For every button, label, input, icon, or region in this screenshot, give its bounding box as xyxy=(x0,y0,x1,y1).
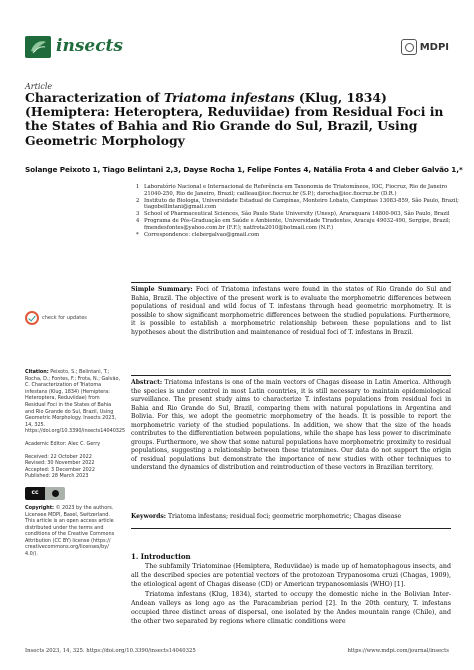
affiliation-item xyxy=(136,184,466,198)
by-attribution-icon xyxy=(45,487,65,500)
copyright-text: © 2023 by the authors. Licensee MDPI, Basel, Switzerland. This article is an open access article distributed under the terms and conditions of the Creative Commons Attribution (CC BY) license (https:// creativecommons.org/licenses/by/ 4.0/). xyxy=(25,504,115,558)
journal-name: insects xyxy=(56,36,123,56)
title-species: Triatoma infestans xyxy=(163,90,295,105)
academic-editor: Academic Editor: Alec C. Gerry xyxy=(25,440,101,447)
citation-text[interactable]: Peixoto, S.; Belintani, T.; Rocha, D.; Fontes, F.; Frota, N.; Galvão, C. Characterization of Triatoma infestans (Klug, 1834) (Hemiptera: Heteroptera, Reduviidae) from Residual Foci in the States of Bahia and Rio Grande do Sul, Brazil, Using Geometric Morphology. Insects 2023, 14, 325. https://doi.org/10.3390/insects14040325 xyxy=(25,369,126,435)
received-date: Received: 22 October 2022 xyxy=(25,453,92,460)
affiliation-item xyxy=(136,218,466,232)
author-list xyxy=(25,165,465,174)
footer-citation[interactable]: Insects 2023, 14, 325. https://doi.org/10.3390/insects14040325 xyxy=(25,648,196,654)
check-updates-label: check for updates xyxy=(42,315,87,321)
citation-label: Citation: xyxy=(25,369,49,375)
cc-by-license-badge[interactable] xyxy=(25,487,65,500)
affiliation-text: Instituto de Biologia, Universidade Estadual de Campinas, Monteiro Lobato, Campinas 13083-859, São Paulo, Brazil; tiagobellintani@gmail.com xyxy=(144,197,459,211)
article-title xyxy=(25,91,455,148)
intro-paragraph: The subfamily Triatominae (Hemiptera, Reduviidae) is made up of hematophagous insects, and all the described species are potential vectors of the protozoan Trypanosoma cruzi (Chagas, 1909), the etiological agent of Chagas disease (CD) or American trypanosomiasis (WHO) [1]. xyxy=(131,563,451,589)
keywords-label: Keywords: xyxy=(131,513,167,520)
citation-block xyxy=(25,369,126,435)
affiliation-number: * xyxy=(136,231,139,238)
abstract xyxy=(131,375,451,473)
footer-journal-link[interactable]: https://www.mdpi.com/journal/insects xyxy=(347,648,449,654)
article-type: Article xyxy=(25,82,53,91)
introduction-body xyxy=(131,562,451,626)
published-date: Published: 28 March 2023 xyxy=(25,473,89,480)
affiliation-number: 2 xyxy=(136,197,140,204)
keywords xyxy=(131,513,451,529)
keywords-text: Triatoma infestans; residual foci; geometric morphometric; Chagas disease xyxy=(167,513,402,520)
copyright-label: Copyright: xyxy=(25,504,55,511)
abstract-label: Abstract: xyxy=(131,379,163,386)
affiliation-text: Laboratório Nacional e Internacional de Referência em Taxonomia de Triatomíneos, IOC, Fiocruz, Rio de Janeiro 21040-250, Rio de Janeiro, Brazil; cailleau@ioc.fiocruz.br (S.P.); dsrocha@ioc.fiocruz.br (D.R.) xyxy=(144,184,448,197)
simple-summary xyxy=(131,282,451,337)
intro-paragraph: Triatoma infestans (Klug, 1834), started to occupy the domestic niche in the Bolivian Inter-Andean valleys as long ago as the Paracambrian period [2]. In the 20th century, T. infestans occupied three distinct areas of dispersal, one isolated by the Andes mountain range (Chile), and the other two separated by regions where climatic conditions were xyxy=(131,590,451,626)
affiliation-text: Programa de Pós-Graduação em Saúde e Ambiente, Universidade Tiradentes, Aracaju 49032-490, Sergipe, Brazil; fmendesfontes@yahoo.com.br (F.F.); natfrota2010@hotmail.com (N.F.) xyxy=(144,217,451,231)
title-part1: Characterization of xyxy=(25,90,164,105)
section-heading-introduction: 1. Introduction xyxy=(131,552,191,561)
revised-date: Revised: 30 November 2022 xyxy=(25,460,95,467)
page-footer xyxy=(25,648,449,654)
affiliations xyxy=(136,184,466,238)
publisher-name: MDPI xyxy=(419,41,449,53)
mdpi-icon xyxy=(401,39,417,55)
accepted-date: Accepted: 3 December 2022 xyxy=(25,466,96,473)
affiliation-number: 1 xyxy=(136,184,140,190)
affiliation-number: 3 xyxy=(136,211,140,218)
check-updates-icon xyxy=(25,311,39,325)
mdpi-logo xyxy=(401,39,449,55)
simple-summary-text: Foci of Triatoma infestans were found in the states of Rio Grande do Sul and Bahia, Brazil. The objective of the present work is to evaluate the morphometric differences between populations of residual and wild focus of T. infestans through head geometric morphometry. It is possible to show significant morphometric differences between the studied populations. Furthermore, it is possible to establish a morphometric relationship between these populations and to list hypotheses about the distribution and maintenance of residual foci of T. infestans in Brazil. xyxy=(131,286,452,336)
article-info-sidebar xyxy=(25,305,126,558)
abstract-text: Triatoma infestans is one of the main vectors of Chagas disease in Latin America. Although the species is under control in most Latin countries, it is still necessary to maintain epidemiological surveillance. The present study aims to characterize T. infestans populations from residual foci in Bahia and Rio Grande do Sul, Brazil, comparing them with natural populations in Argentina and Bolivia. For this, we adopt the geometric morphometry of the heads. It is possible to report the morphometric variety of the studied populations. In addition, we show that the size of the heads contributes to the differentiation between populations, while the shape has less power to discriminate groups. Furthermore, we show that some natural populations have morphometric proximity to residual populations, suggesting a relationship between these triatomines. Our data do not support the origin of residual populations but demonstrate the importance of new studies with other techniques to understand the dynamics of distribution and reintroduction of these vectors in Brazilian territory. xyxy=(131,379,451,471)
affiliation-number: 4 xyxy=(136,217,140,224)
correspondence-email[interactable]: Correspondence: clebergalvao@gmail.com xyxy=(144,231,260,238)
affiliation-item xyxy=(136,211,466,218)
affiliation-item xyxy=(136,232,466,239)
copyright-block xyxy=(25,505,121,558)
page-header xyxy=(25,36,449,76)
simple-summary-label: Simple Summary: xyxy=(131,286,193,293)
insects-logo-icon xyxy=(25,36,51,58)
authors-text: Solange Peixoto 1, Tiago Belintani 2,3, Dayse Rocha 1, Felipe Fontes 4, Natália Frota 4 and Cleber Galvão 1,* xyxy=(25,165,463,174)
dates-block xyxy=(25,454,121,480)
affiliation-text: School of Pharmaceutical Sciences, São Paulo State University (Unesp), Araraquara 14800-903, São Paulo, Brazil xyxy=(144,211,450,218)
affiliation-item xyxy=(136,198,466,212)
title-part2: (Klug, 1834) (Hemiptera: Heteroptera, Reduviidae) from Residual Foci in the States of Bahia and Rio Grande do Sul, Brazil, Using Geometric Morphology xyxy=(25,90,444,148)
check-for-updates-button[interactable] xyxy=(25,311,121,325)
cc-icon: cc xyxy=(25,487,45,500)
